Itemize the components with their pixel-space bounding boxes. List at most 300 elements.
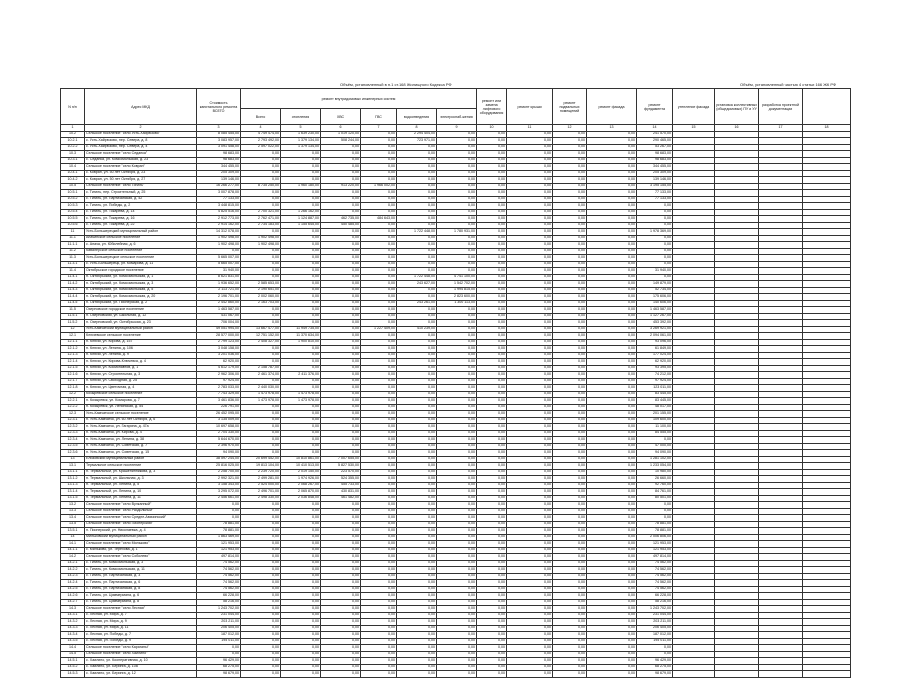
row-address: п. Козыревск, ул. Комарова, д. 7 [85, 398, 197, 405]
row-value: 0,00 [281, 554, 321, 561]
row-value: 1 124 887,00 [281, 216, 321, 223]
row-value: 0,00 [397, 320, 437, 327]
header-insulation: утепление фасада [673, 89, 715, 125]
row-value: 0,00 [397, 593, 437, 600]
row-value: 48 017,00 [637, 404, 673, 411]
row-address: Усть-Камчатское сельское поселение [85, 411, 197, 418]
row-value: 0,00 [553, 625, 587, 632]
row-value: 0,00 [437, 144, 477, 151]
column-number: 12 [553, 125, 587, 132]
row-value: 98 679,00 [637, 671, 673, 678]
row-value: 3 048 158,00 [197, 346, 241, 353]
row-value: 0,00 [281, 346, 321, 353]
row-value: 0,00 [397, 625, 437, 632]
row-value: 0,00 [507, 300, 553, 307]
row-value: 149 879,00 [637, 281, 673, 288]
row-value: 0,00 [321, 151, 361, 158]
row-value: 0,00 [361, 645, 397, 652]
row-value: 0,00 [587, 567, 637, 574]
row-value: 0,00 [587, 554, 637, 561]
row-number: 14.4 [61, 645, 85, 652]
row-value: 0,00 [281, 164, 321, 171]
row-value: 0,00 [477, 274, 507, 281]
row-value: 3 295 072,00 [197, 489, 241, 496]
row-value: 0,00 [281, 638, 321, 645]
row-value: 121 953,00 [637, 547, 673, 554]
row-value: 0,00 [361, 599, 397, 606]
row-value: 0,00 [321, 528, 361, 535]
row-value: 1 155 645,00 [281, 222, 321, 229]
row-number: 11.4.4 [61, 294, 85, 301]
row-value: 2 992 321,00 [197, 476, 241, 483]
column-number: 18 [803, 125, 851, 132]
row-value: 0,00 [321, 372, 361, 379]
row-value: 0,00 [281, 515, 321, 522]
row-value: 201 155,00 [637, 411, 673, 418]
row-value: 0,00 [397, 261, 437, 268]
row-number: 13 [61, 456, 85, 463]
row-value: 0,00 [587, 196, 637, 203]
row-number: 10.2 [61, 131, 85, 138]
row-value: 2 783 033,00 [197, 385, 241, 392]
row-value: 0,00 [507, 482, 553, 489]
row-value: 0,00 [553, 560, 587, 567]
row-value: 0,00 [281, 502, 321, 509]
row-value: 0,00 [361, 196, 397, 203]
row-value: 0,00 [477, 164, 507, 171]
row-number: 13.5.1 [61, 528, 85, 535]
row-value: 2 823 600,00 [437, 294, 477, 301]
row-value: 0,00 [587, 508, 637, 515]
row-value: 0,00 [281, 430, 321, 437]
row-value: 344 455,00 [197, 164, 241, 171]
row-number: 10.5.3 [61, 203, 85, 210]
column-number: 1 [61, 125, 85, 132]
row-address: с. Лесная, ул. Мира, д. 7 [85, 612, 197, 619]
row-value: 0,00 [553, 528, 587, 535]
row-value: 0,00 [477, 573, 507, 580]
row-value: 74 562,00 [197, 586, 241, 593]
row-address: с. Тигиль, ул. Циммермана, д. 6 [85, 593, 197, 600]
row-value: 0,00 [437, 372, 477, 379]
row-value: 0,00 [397, 508, 437, 515]
row-number: 12.3.3 [61, 430, 85, 437]
row-number: 14 [61, 534, 85, 541]
row-value: 0,00 [507, 352, 553, 359]
row-value: 0,00 [477, 606, 507, 613]
row-value: 0,00 [361, 144, 397, 151]
row-value: 0,00 [553, 164, 587, 171]
row-address: п. Ключи, ул. Кирова-Ключевка, д. 4 [85, 359, 197, 366]
row-value: 0,00 [361, 417, 397, 424]
row-value: 0,00 [507, 151, 553, 158]
row-value: 0,00 [361, 424, 397, 431]
row-value: 0,00 [507, 411, 553, 418]
row-address: с. Лесная, ул. Победы, д. 7 [85, 632, 197, 639]
row-value: 0,00 [281, 567, 321, 574]
row-value: 0,00 [507, 372, 553, 379]
row-value: 0,00 [553, 294, 587, 301]
row-value: 0,00 [321, 430, 361, 437]
row-value: 0,00 [437, 430, 477, 437]
row-value: 0,00 [507, 294, 553, 301]
row-value: 11 100,00 [637, 424, 673, 431]
row-value: 0,00 [397, 313, 437, 320]
row-value: 0,00 [507, 359, 553, 366]
row-value: 0,00 [361, 515, 397, 522]
row-value: 0,00 [553, 424, 587, 431]
row-value: 0,00 [281, 294, 321, 301]
row-value: 0,00 [587, 534, 637, 541]
row-value: 0,00 [321, 294, 361, 301]
row-value: 0,00 [397, 372, 437, 379]
row-value: 461 482,00 [321, 495, 361, 502]
row-value: 0,00 [397, 443, 437, 450]
row-value: 203 211,00 [197, 619, 241, 626]
row-value: 0,00 [587, 443, 637, 450]
row-address: Октябрьское городское поселение [85, 268, 197, 275]
row-value: 2 799 123,00 [197, 339, 241, 346]
row-value: 0,00 [553, 372, 587, 379]
row-value: 0,00 [587, 235, 637, 242]
row-value: 0,00 [507, 463, 553, 470]
row-value: 0,00 [507, 508, 553, 515]
row-value: 0,00 [437, 404, 477, 411]
row-value: 0,00 [241, 638, 281, 645]
header-extra [803, 89, 851, 125]
row-value: 0,00 [241, 645, 281, 652]
row-value: 78 881,00 [197, 528, 241, 535]
row-value: 0,00 [507, 612, 553, 619]
row-value: 0,00 [477, 632, 507, 639]
row-value: 0,00 [321, 333, 361, 340]
row-value: 0,00 [477, 450, 507, 457]
row-number: 14.3.1 [61, 612, 85, 619]
row-value: 84 761,00 [637, 489, 673, 496]
row-value: 0,00 [553, 326, 587, 333]
row-address: п. Усть-Камчатск, ул. Советская, д. 15 [85, 450, 197, 457]
row-value: 0,00 [361, 242, 397, 249]
row-value: 0,00 [361, 573, 397, 580]
row-value: 0,00 [553, 443, 587, 450]
row-value: 0,00 [437, 170, 477, 177]
row-value: 3 448 815,00 [197, 203, 241, 210]
row-value: 3 201 036,00 [197, 352, 241, 359]
row-value: 0,00 [281, 151, 321, 158]
row-value: 0,00 [477, 567, 507, 574]
row-value: 1 639 230,00 [281, 131, 321, 138]
row-address: с. Седанка, ул. Комсомольская, д. 23 [85, 157, 197, 164]
row-value: 0,00 [437, 515, 477, 522]
row-value: 0,00 [507, 307, 553, 314]
row-address: с. Ковран, ул. 50 лет Октября, д. 23 [85, 170, 197, 177]
row-value: 0,00 [281, 580, 321, 587]
row-value: 1 473 978,00 [281, 398, 321, 405]
row-value: 92 760,00 [637, 482, 673, 489]
row-value: 0,00 [507, 242, 553, 249]
row-value: 1 463 587,00 [197, 307, 241, 314]
row-value: 0,00 [361, 554, 397, 561]
row-number: 12.3.1 [61, 417, 85, 424]
row-value: 3 158 343,00 [197, 482, 241, 489]
row-value: 0,00 [397, 599, 437, 606]
row-value: 0,00 [321, 567, 361, 574]
row-value: 0,00 [507, 430, 553, 437]
row-value: 0,00 [507, 599, 553, 606]
row-number: 10.5.5 [61, 216, 85, 223]
row-address: Усть-Камчатский муниципальный район [85, 326, 197, 333]
row-value: 0,00 [321, 339, 361, 346]
row-value: 2 258 700,00 [197, 469, 241, 476]
row-value: 0,00 [361, 580, 397, 587]
row-value: 0,00 [281, 573, 321, 580]
row-value: 0,00 [437, 326, 477, 333]
row-value: 74 562,00 [197, 573, 241, 580]
row-value: 0,00 [553, 378, 587, 385]
row-value: 0,00 [321, 502, 361, 509]
row-value: 84 555,00 [637, 430, 673, 437]
row-value: 0,00 [241, 606, 281, 613]
row-number: 14.1 [61, 541, 85, 548]
row-value: 0,00 [281, 521, 321, 528]
row-value: 0,00 [361, 320, 397, 327]
row-value: 0,00 [587, 385, 637, 392]
row-value: 0,00 [587, 398, 637, 405]
row-value: 0,00 [241, 593, 281, 600]
row-value: 0,00 [321, 541, 361, 548]
row-value: 0,00 [587, 586, 637, 593]
row-value: 47 000,00 [637, 443, 673, 450]
row-value: 0,00 [321, 554, 361, 561]
row-number: 14.2.3 [61, 573, 85, 580]
row-value: 0,00 [437, 502, 477, 509]
row-value: 11 370 634,00 [281, 333, 321, 340]
row-value: 177 024,00 [637, 352, 673, 359]
row-value: 0,00 [507, 339, 553, 346]
row-value: 0,00 [553, 209, 587, 216]
row-value: 0,00 [553, 391, 587, 398]
row-value: 0,00 [361, 248, 397, 255]
row-value: 0,00 [587, 151, 637, 158]
row-value: 0,00 [553, 339, 587, 346]
row-value: 74 562,00 [637, 573, 673, 580]
row-value: 0,00 [321, 645, 361, 652]
row-value: 0,00 [477, 151, 507, 158]
row-value: 0,00 [397, 664, 437, 671]
row-value: 0,00 [361, 261, 397, 268]
row-value: 0,00 [281, 248, 321, 255]
row-value: 1 243 702,00 [637, 606, 673, 613]
row-number: 12.1.6 [61, 372, 85, 379]
row-value: 0,00 [507, 222, 553, 229]
row-value: 0,00 [281, 229, 321, 236]
row-value: 2 002 060,00 [241, 294, 281, 301]
column-number: 15 [673, 125, 715, 132]
row-value: 0,00 [507, 586, 553, 593]
row-value: 0,00 [321, 671, 361, 678]
row-value: 5 665 007,00 [197, 261, 241, 268]
row-value: 0,00 [437, 593, 477, 600]
row-value: 1 379 134,00 [281, 138, 321, 145]
row-value: 0,00 [477, 248, 507, 255]
row-number: 10.5.4 [61, 209, 85, 216]
row-value: 0,00 [361, 606, 397, 613]
row-value: 98 679,00 [197, 671, 241, 678]
row-value: 0,00 [397, 339, 437, 346]
row-value: 0,00 [321, 359, 361, 366]
row-address: с. Усть-Хайрюзово, пер. Севера, д. 4 [85, 144, 197, 151]
row-value: 0,00 [281, 359, 321, 366]
row-value: 0,00 [241, 658, 281, 665]
row-value: 0,00 [281, 417, 321, 424]
row-value: 0,00 [397, 658, 437, 665]
row-value: 2 113 721,00 [197, 287, 241, 294]
row-number: 11.4.3 [61, 287, 85, 294]
table-row [61, 671, 851, 678]
row-value: 0,00 [241, 586, 281, 593]
row-value: 1 722 448,00 [397, 274, 437, 281]
row-value: 0,00 [241, 346, 281, 353]
row-value: 0,00 [553, 593, 587, 600]
row-number: 12.3.6 [61, 450, 85, 457]
row-value: 0,00 [281, 424, 321, 431]
row-value: 0,00 [587, 645, 637, 652]
row-value: 3 091 458,00 [197, 144, 241, 151]
row-value: 0,00 [477, 502, 507, 509]
row-value: 0,00 [507, 521, 553, 528]
row-value: 0,00 [197, 645, 241, 652]
row-value: 0,00 [477, 469, 507, 476]
row-value: 0,00 [477, 417, 507, 424]
row-number: 10.4.2 [61, 177, 85, 184]
row-value: 5 644 670,00 [197, 437, 241, 444]
row-value: 0,00 [437, 131, 477, 138]
row-value: 0,00 [637, 437, 673, 444]
row-value: 0,00 [477, 664, 507, 671]
row-value: 93 395,00 [637, 365, 673, 372]
row-value: 0,00 [241, 164, 281, 171]
row-value: 0,00 [321, 261, 361, 268]
header-sub-total: Всего [241, 109, 281, 125]
column-number: 5 [281, 125, 321, 132]
row-value: 0,00 [321, 437, 361, 444]
row-value: 0,00 [437, 638, 477, 645]
row-value: 0,00 [437, 203, 477, 210]
row-value: 0,00 [361, 346, 397, 353]
row-value: 38 597 244,00 [197, 456, 241, 463]
row-value: 0,00 [587, 346, 637, 353]
row-value: 723 971,00 [397, 138, 437, 145]
row-value: 453 392,00 [637, 320, 673, 327]
row-address: п. Ключи, ул. Космонавтов, д. 1 [85, 365, 197, 372]
row-value: 0,00 [241, 248, 281, 255]
row-value: 0,00 [437, 450, 477, 457]
row-value: 0,00 [553, 365, 587, 372]
row-number: 12.2.2 [61, 404, 85, 411]
row-value: 0,00 [437, 606, 477, 613]
row-address: с. Тигиль, ул. Циммермана, д. 8 [85, 599, 197, 606]
row-value: 0,00 [281, 190, 321, 197]
row-value: 0,00 [587, 372, 637, 379]
row-number: 14.5.1 [61, 658, 85, 665]
row-value: 0,00 [361, 151, 397, 158]
row-value: 0,00 [437, 177, 477, 184]
row-address: п. Ключи, ул. Ленина, д. 9 [85, 352, 197, 359]
row-value: 0,00 [281, 671, 321, 678]
row-value: 0,00 [507, 378, 553, 385]
row-value: 3 195 155,00 [637, 183, 673, 190]
row-value: 0,00 [587, 593, 637, 600]
row-value: 0,00 [437, 658, 477, 665]
row-value: 0,00 [397, 209, 437, 216]
row-value: 0,00 [477, 138, 507, 145]
row-value: 0,00 [477, 300, 507, 307]
row-number: 11.4.2 [61, 281, 85, 288]
row-value: 2 158 787,00 [241, 365, 281, 372]
row-value: 450 485,00 [321, 222, 361, 229]
row-value-empty [673, 671, 715, 678]
row-value: 0,00 [587, 274, 637, 281]
row-value: 58 216,00 [637, 599, 673, 606]
row-value: 0,00 [507, 261, 553, 268]
row-address: п. Ключи, ул. Кирова, д. 157 [85, 339, 197, 346]
right-note: Объём, установленный частью 4 статьи 166 ЖК РФ [740, 82, 837, 87]
row-address: с. Тигиль, ул. Партизанская, д. 8 [85, 586, 197, 593]
row-value: 0,00 [397, 554, 437, 561]
row-value: 0,00 [587, 658, 637, 665]
header-lift: ремонт или замена лифтового оборудования [477, 89, 507, 125]
row-address: с. Тигиль, ул. Токарева, д. 16 [85, 216, 197, 223]
row-value: 0,00 [477, 326, 507, 333]
row-address: Ключевское сельское поселение [85, 333, 197, 340]
row-value: 0,00 [553, 664, 587, 671]
row-value: 0,00 [241, 625, 281, 632]
row-value: 0,00 [507, 255, 553, 262]
row-value: 0,00 [437, 157, 477, 164]
row-value: 2 704 330,00 [197, 430, 241, 437]
row-address: п. Озерновский, ул. Школьная, д. 12 [85, 313, 197, 320]
row-value: 0,00 [477, 521, 507, 528]
row-value: 0,00 [637, 248, 673, 255]
row-value: 74 562,00 [197, 567, 241, 574]
row-value: 0,00 [281, 443, 321, 450]
row-value: 0,00 [281, 255, 321, 262]
row-value: 226 791,00 [197, 404, 241, 411]
row-value: 0,00 [587, 209, 637, 216]
row-value: 0,00 [553, 307, 587, 314]
row-value: 1 281 102,00 [637, 456, 673, 463]
row-value: 0,00 [587, 138, 637, 145]
row-value: 77 133,00 [197, 196, 241, 203]
row-value: 0,00 [587, 229, 637, 236]
header-roof: ремонт крыши [507, 89, 553, 125]
row-value: 0,00 [241, 177, 281, 184]
row-value: 484 643,00 [361, 216, 397, 223]
row-value: 206 405,00 [197, 625, 241, 632]
row-value: 1 019 120,00 [321, 131, 361, 138]
row-value: 0,00 [553, 216, 587, 223]
row-value: 0,00 [437, 235, 477, 242]
row-value: 0,00 [587, 463, 637, 470]
row-value: 0,00 [437, 651, 477, 658]
row-value: 0,00 [437, 378, 477, 385]
row-value: 0,00 [437, 528, 477, 535]
row-value: 0,00 [321, 229, 361, 236]
row-value: 0,00 [437, 495, 477, 502]
row-value: 0,00 [553, 638, 587, 645]
row-value: 0,00 [397, 346, 437, 353]
row-address: с. Тигиль, ул. Комсомольская, д. 3 [85, 560, 197, 567]
